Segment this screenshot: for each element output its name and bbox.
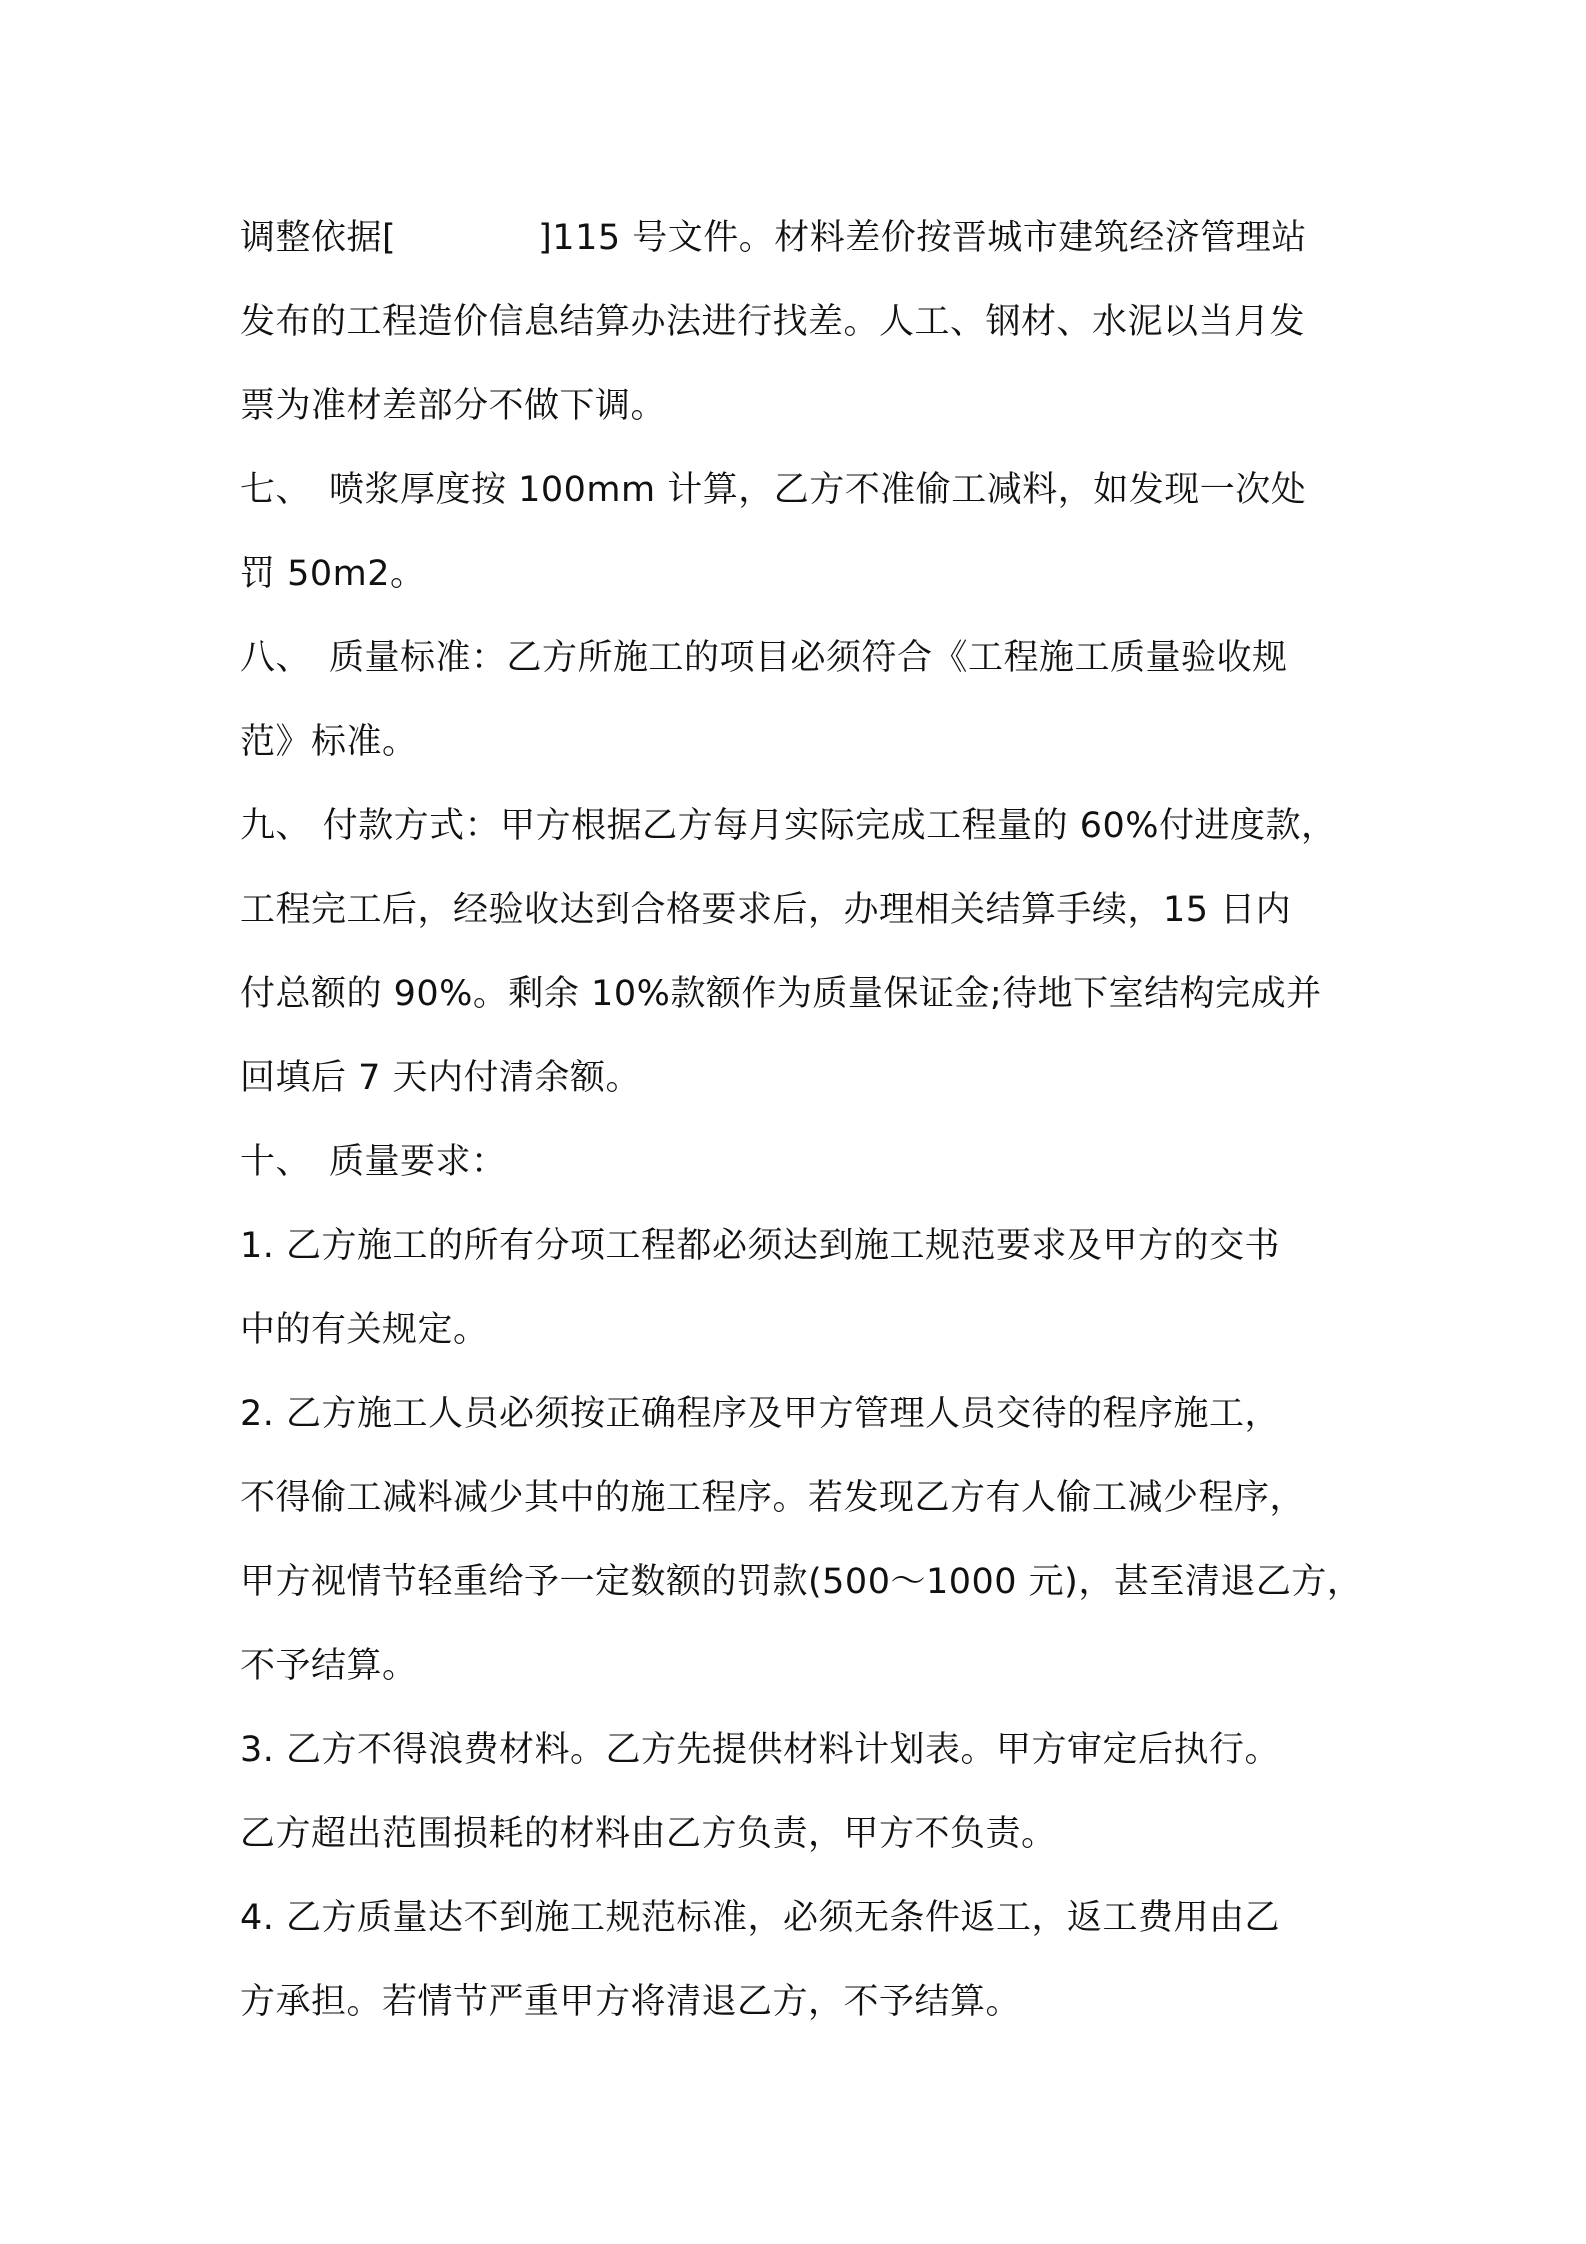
text-line: 发布的工程造价信息结算办法进行找差。人工、钢材、水泥以当月发 [240,302,1306,342]
text-line: 七、 喷浆厚度按 100mm 计算，乙方不准偷工减料，如发现一次处 [240,470,1307,510]
text-line: 4. 乙方质量达不到施工规范标准，必须无条件返工，返工费用由乙 [240,1898,1281,1938]
text-line: 1. 乙方施工的所有分项工程都必须达到施工规范要求及甲方的交书 [240,1226,1281,1266]
text-line: 票为准材差部分不做下调。 [240,386,667,426]
document-body [240,196,1380,2044]
text-line: 范》标准。 [240,722,418,762]
text-line: 十、 质量要求： [240,1142,507,1182]
text-line: 2. 乙方施工人员必须按正确程序及甲方管理人员交待的程序施工， [240,1394,1281,1434]
text-line: 方承担。若情节严重甲方将清退乙方，不予结算。 [240,1982,1022,2022]
text-line: 付总额的 90%。剩余 10%款额作为质量保证金;待地下室结构完成并 [240,974,1322,1014]
text-line: 不得偷工减料减少其中的施工程序。若发现乙方有人偷工减少程序， [240,1478,1306,1518]
text-line: 3. 乙方不得浪费材料。乙方先提供材料计划表。甲方审定后执行。 [240,1730,1281,1770]
text-line: 调整依据[ ]115 号文件。材料差价按晋城市建筑经济管理站 [240,218,1307,258]
text-line: 回填后 7 天内付清余额。 [240,1058,642,1098]
text-line: 不予结算。 [240,1646,418,1686]
text-line: 工程完工后，经验收达到合格要求后，办理相关结算手续，15 日内 [240,890,1292,930]
text-line: 中的有关规定。 [240,1310,489,1350]
text-line: 八、 质量标准：乙方所施工的项目必须符合《工程施工质量验收规 [240,638,1288,678]
text-line: 九、 付款方式：甲方根据乙方每月实际完成工程量的 60%付进度款， [240,806,1337,846]
text-line: 罚 50m2。 [240,554,426,594]
text-line: 甲方视情节轻重给予一定数额的罚款(500～1000 元)，甚至清退乙方， [240,1562,1363,1602]
text-line: 乙方超出范围损耗的材料由乙方负责，甲方不负责。 [240,1814,1057,1854]
